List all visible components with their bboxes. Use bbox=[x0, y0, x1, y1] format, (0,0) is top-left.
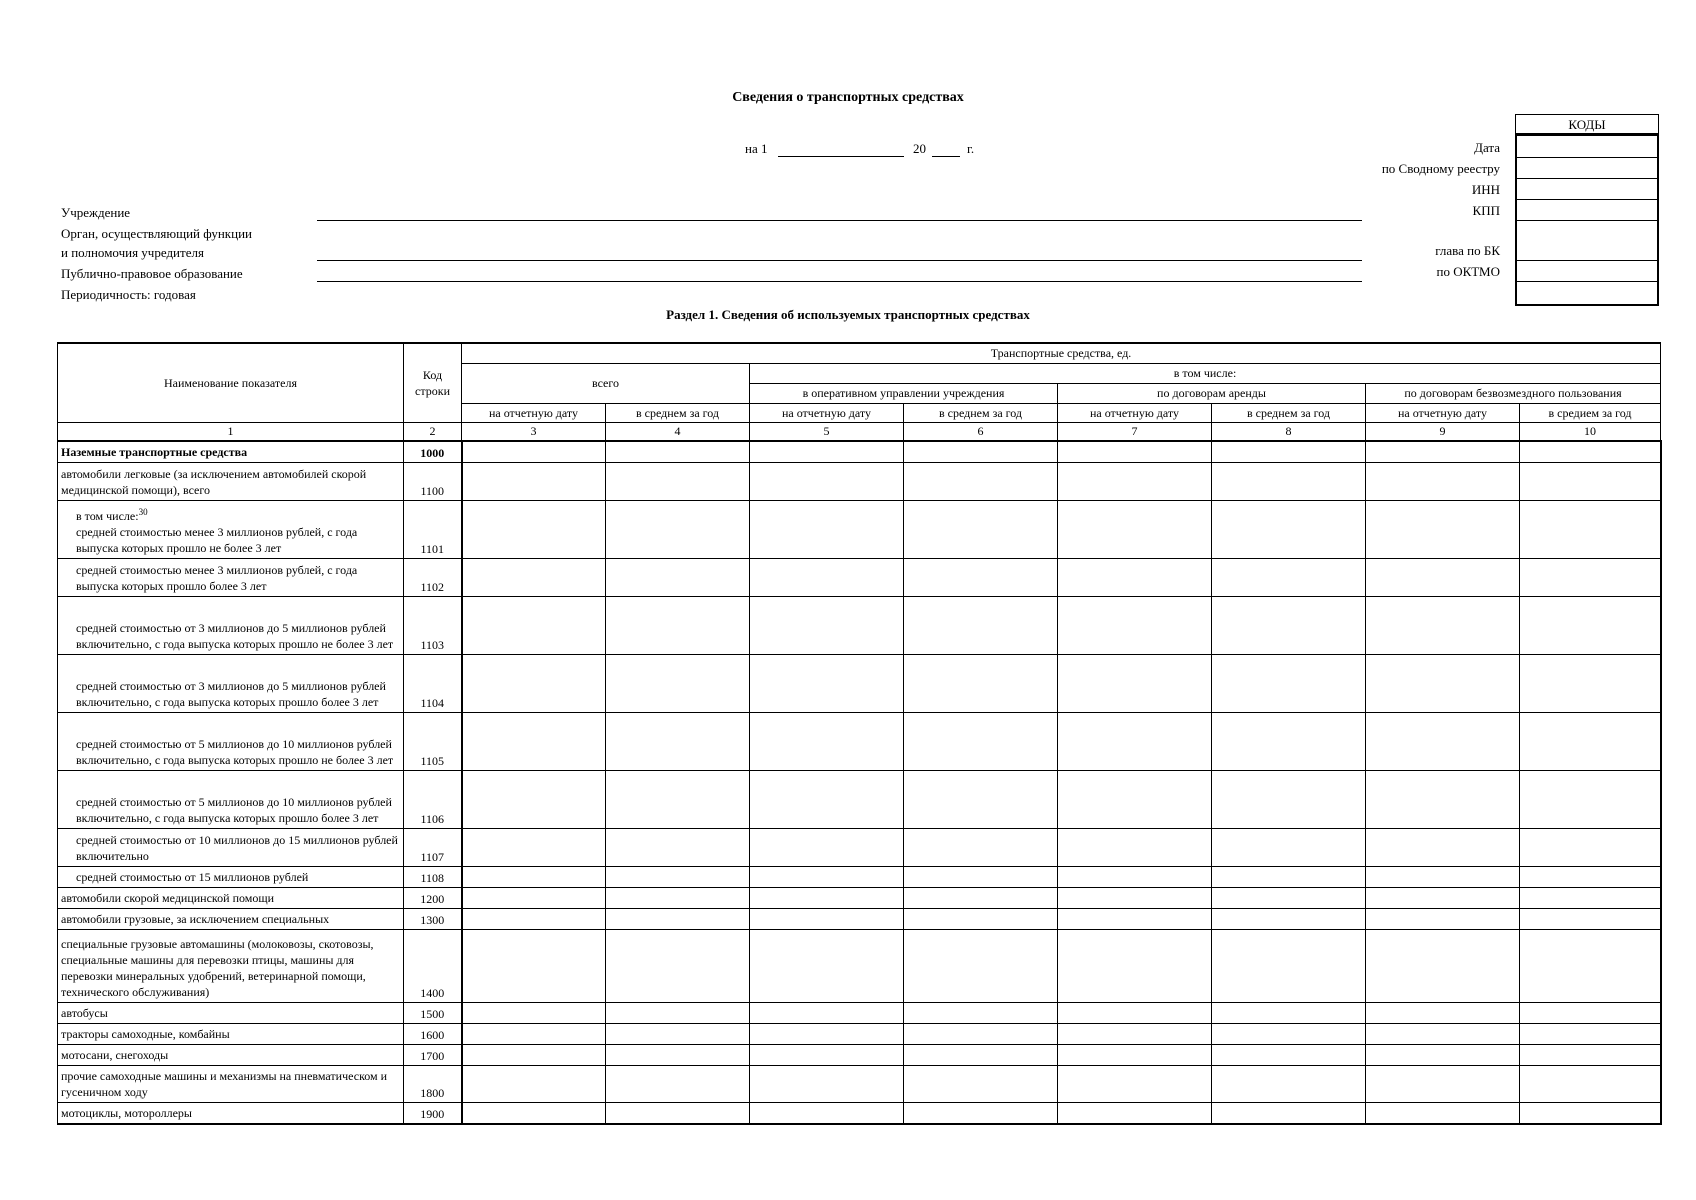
data-cell[interactable] bbox=[1058, 712, 1212, 770]
column-number: 9 bbox=[1366, 422, 1520, 441]
header-indicator-name: Наименование показателя bbox=[58, 343, 404, 422]
table-row bbox=[58, 908, 1661, 929]
row-code: 1108 bbox=[404, 866, 462, 887]
data-cell[interactable] bbox=[1058, 828, 1212, 866]
data-cell[interactable] bbox=[1212, 1002, 1366, 1023]
data-cell[interactable] bbox=[904, 558, 1058, 596]
data-cell[interactable] bbox=[750, 887, 904, 908]
data-cell[interactable] bbox=[904, 1102, 1058, 1124]
data-cell[interactable] bbox=[606, 1044, 750, 1065]
codes-box bbox=[1515, 134, 1659, 306]
table-row bbox=[58, 500, 1661, 558]
code-field-date[interactable] bbox=[1517, 136, 1657, 158]
data-cell[interactable] bbox=[1058, 908, 1212, 929]
data-cell[interactable] bbox=[606, 1002, 750, 1023]
data-cell[interactable] bbox=[1520, 462, 1661, 500]
data-cell[interactable] bbox=[1366, 1102, 1520, 1124]
header-gratuitous: по договорам безвозмездного пользования bbox=[1366, 383, 1661, 403]
code-field-registry[interactable] bbox=[1517, 157, 1657, 179]
transport-table bbox=[57, 342, 1662, 1125]
data-cell[interactable] bbox=[606, 908, 750, 929]
including-label bbox=[76, 508, 400, 524]
data-cell[interactable] bbox=[1058, 866, 1212, 887]
table-row bbox=[58, 441, 1661, 463]
data-cell[interactable] bbox=[462, 866, 606, 887]
row-code: 1800 bbox=[404, 1065, 462, 1102]
indicator-name bbox=[58, 596, 404, 654]
code-field-kpp[interactable] bbox=[1517, 199, 1657, 221]
table-row bbox=[58, 558, 1661, 596]
founder-label-line2: и полномочия учредителя bbox=[61, 245, 204, 260]
data-cell[interactable] bbox=[606, 828, 750, 866]
column-number: 7 bbox=[1058, 422, 1212, 441]
indicator-name bbox=[58, 929, 404, 1002]
header-lease-at-date: на отчетную дату bbox=[1058, 403, 1212, 422]
data-cell[interactable] bbox=[750, 929, 904, 1002]
table-row bbox=[58, 887, 1661, 908]
row-code: 1102 bbox=[404, 558, 462, 596]
including-text: в том числе: bbox=[76, 508, 139, 523]
table-row bbox=[58, 828, 1661, 866]
code-label-oktmo: по ОКТМО bbox=[1436, 264, 1500, 279]
data-cell[interactable] bbox=[750, 441, 904, 463]
indicator-text: средней стоимостью от 10 миллионов до 15 миллионов рублей включительно bbox=[76, 832, 398, 863]
row-code: 1101 bbox=[404, 500, 462, 558]
code-label-kpp: КПП bbox=[1472, 203, 1500, 218]
data-cell[interactable] bbox=[1212, 828, 1366, 866]
data-cell[interactable] bbox=[904, 1044, 1058, 1065]
data-cell[interactable] bbox=[1520, 1044, 1661, 1065]
data-cell[interactable] bbox=[1366, 558, 1520, 596]
data-cell[interactable] bbox=[1366, 441, 1520, 463]
indicator-text: мотосани, снегоходы bbox=[61, 1047, 169, 1062]
data-cell[interactable] bbox=[1520, 441, 1661, 463]
table-row bbox=[58, 596, 1661, 654]
data-cell[interactable] bbox=[1520, 1002, 1661, 1023]
data-cell[interactable] bbox=[1366, 1023, 1520, 1044]
data-cell[interactable] bbox=[606, 929, 750, 1002]
data-cell[interactable] bbox=[462, 1044, 606, 1065]
data-cell[interactable] bbox=[750, 462, 904, 500]
table-row bbox=[58, 770, 1661, 828]
data-cell[interactable] bbox=[606, 500, 750, 558]
data-cell[interactable] bbox=[1520, 1023, 1661, 1044]
data-cell[interactable] bbox=[904, 929, 1058, 1002]
table-row bbox=[58, 1065, 1661, 1102]
data-cell[interactable] bbox=[1366, 770, 1520, 828]
table-row bbox=[58, 929, 1661, 1002]
header-total-at-date: на отчетную дату bbox=[462, 403, 606, 422]
data-cell[interactable] bbox=[1212, 596, 1366, 654]
data-cell[interactable] bbox=[1366, 1044, 1520, 1065]
data-cell[interactable] bbox=[904, 654, 1058, 712]
founder-label-line1: Орган, осуществляющий функции bbox=[61, 226, 252, 241]
header-total-avg-year: в среднем за год bbox=[606, 403, 750, 422]
data-cell[interactable] bbox=[904, 441, 1058, 463]
public-entity-field[interactable] bbox=[317, 281, 1362, 282]
data-cell[interactable] bbox=[1366, 887, 1520, 908]
data-cell[interactable] bbox=[1212, 1102, 1366, 1124]
data-cell[interactable] bbox=[1520, 712, 1661, 770]
date-prefix: на 1 bbox=[745, 141, 768, 156]
data-cell[interactable] bbox=[606, 1065, 750, 1102]
data-cell[interactable] bbox=[750, 908, 904, 929]
data-cell[interactable] bbox=[462, 887, 606, 908]
data-cell[interactable] bbox=[1366, 462, 1520, 500]
data-cell[interactable] bbox=[750, 596, 904, 654]
data-cell[interactable] bbox=[1212, 441, 1366, 463]
row-code: 1600 bbox=[404, 1023, 462, 1044]
footnote-marker: 30 bbox=[138, 506, 148, 517]
header-operational-at-date: на отчетную дату bbox=[750, 403, 904, 422]
indicator-name bbox=[58, 441, 404, 463]
data-cell[interactable] bbox=[1520, 866, 1661, 887]
data-cell[interactable] bbox=[462, 1023, 606, 1044]
data-cell[interactable] bbox=[462, 1102, 606, 1124]
indicator-name bbox=[58, 1023, 404, 1044]
indicator-name bbox=[58, 908, 404, 929]
data-cell[interactable] bbox=[904, 887, 1058, 908]
data-cell[interactable] bbox=[1058, 1023, 1212, 1044]
periodicity-label: Периодичность: годовая bbox=[61, 287, 196, 302]
public-entity-label: Публично-правовое образование bbox=[61, 266, 243, 281]
data-cell[interactable] bbox=[1212, 770, 1366, 828]
data-cell[interactable] bbox=[1366, 500, 1520, 558]
indicator-text: прочие самоходные машины и механизмы на пневматическом и гусеничном ходу bbox=[61, 1068, 388, 1099]
table-row bbox=[58, 1002, 1661, 1023]
data-cell[interactable] bbox=[462, 1065, 606, 1102]
indicator-name bbox=[58, 712, 404, 770]
data-cell[interactable] bbox=[1212, 908, 1366, 929]
institution-label: Учреждение bbox=[61, 205, 131, 220]
row-code: 1104 bbox=[404, 654, 462, 712]
row-code: 1100 bbox=[404, 462, 462, 500]
data-cell[interactable] bbox=[750, 770, 904, 828]
data-cell[interactable] bbox=[462, 558, 606, 596]
data-cell[interactable] bbox=[750, 1102, 904, 1124]
data-cell[interactable] bbox=[904, 1065, 1058, 1102]
data-cell[interactable] bbox=[1366, 929, 1520, 1002]
data-cell[interactable] bbox=[1212, 1065, 1366, 1102]
indicator-name bbox=[58, 887, 404, 908]
data-cell[interactable] bbox=[1212, 500, 1366, 558]
row-code: 1105 bbox=[404, 712, 462, 770]
data-cell[interactable] bbox=[1520, 908, 1661, 929]
code-label-date: Дата bbox=[1474, 140, 1500, 155]
data-cell[interactable] bbox=[750, 866, 904, 887]
data-cell[interactable] bbox=[462, 929, 606, 1002]
data-cell[interactable] bbox=[1212, 1023, 1366, 1044]
date-year-field[interactable] bbox=[932, 142, 960, 157]
header-operational-avg-year: в среднем за год bbox=[904, 403, 1058, 422]
data-cell[interactable] bbox=[750, 1065, 904, 1102]
header-lease: по договорам аренды bbox=[1058, 383, 1366, 403]
data-cell[interactable] bbox=[1212, 654, 1366, 712]
data-cell[interactable] bbox=[750, 1002, 904, 1023]
code-label-bk-chapter: глава по БК bbox=[1435, 243, 1500, 258]
data-cell[interactable] bbox=[1366, 908, 1520, 929]
indicator-name bbox=[58, 462, 404, 500]
data-cell[interactable] bbox=[1520, 654, 1661, 712]
code-field-oktmo[interactable] bbox=[1517, 260, 1657, 282]
indicator-name bbox=[58, 500, 404, 558]
data-cell[interactable] bbox=[904, 1023, 1058, 1044]
data-cell[interactable] bbox=[1058, 441, 1212, 463]
data-cell[interactable] bbox=[1366, 654, 1520, 712]
table-row bbox=[58, 712, 1661, 770]
data-cell[interactable] bbox=[1212, 712, 1366, 770]
indicator-name bbox=[58, 828, 404, 866]
data-cell[interactable] bbox=[1058, 1102, 1212, 1124]
row-code: 1900 bbox=[404, 1102, 462, 1124]
header-gratuitous-at-date: на отчетную дату bbox=[1366, 403, 1520, 422]
data-cell[interactable] bbox=[1366, 1065, 1520, 1102]
year-suffix: г. bbox=[967, 141, 975, 156]
data-cell[interactable] bbox=[904, 500, 1058, 558]
column-number: 6 bbox=[904, 422, 1058, 441]
institution-field[interactable] bbox=[317, 220, 1362, 221]
indicator-text: средней стоимостью менее 3 миллионов рублей, с года выпуска которых прошло не более 3 лет bbox=[76, 524, 358, 555]
data-cell[interactable] bbox=[606, 887, 750, 908]
code-label-inn: ИНН bbox=[1471, 182, 1500, 197]
table-row bbox=[58, 1044, 1661, 1065]
data-cell[interactable] bbox=[1058, 929, 1212, 1002]
data-cell[interactable] bbox=[904, 712, 1058, 770]
data-cell[interactable] bbox=[1212, 887, 1366, 908]
data-cell[interactable] bbox=[1058, 558, 1212, 596]
data-cell[interactable] bbox=[904, 908, 1058, 929]
data-cell[interactable] bbox=[1520, 770, 1661, 828]
data-cell[interactable] bbox=[1058, 887, 1212, 908]
data-cell[interactable] bbox=[606, 441, 750, 463]
indicator-text: автомобили скорой медицинской помощи bbox=[61, 890, 275, 905]
table-row bbox=[58, 1023, 1661, 1044]
indicator-name bbox=[58, 558, 404, 596]
data-cell[interactable] bbox=[1058, 1065, 1212, 1102]
header-including: в том числе: bbox=[750, 363, 1661, 383]
data-cell[interactable] bbox=[1520, 558, 1661, 596]
indicator-text: средней стоимостью от 5 миллионов до 10 миллионов рублей включительно, с года выпуска которых прошло более 3 лет bbox=[76, 794, 392, 825]
data-cell[interactable] bbox=[1520, 500, 1661, 558]
indicator-text: тракторы самоходные, комбайны bbox=[61, 1026, 230, 1041]
data-cell[interactable] bbox=[1520, 1065, 1661, 1102]
row-code: 1200 bbox=[404, 887, 462, 908]
indicator-name bbox=[58, 1065, 404, 1102]
table-row bbox=[58, 654, 1661, 712]
data-cell[interactable] bbox=[904, 828, 1058, 866]
data-cell[interactable] bbox=[462, 596, 606, 654]
row-code: 1300 bbox=[404, 908, 462, 929]
section-title: Раздел 1. Сведения об используемых транспортных средствах bbox=[666, 307, 1030, 322]
indicator-text: средней стоимостью от 3 миллионов до 5 миллионов рублей включительно, с года выпуска которых прошло не более 3 лет bbox=[76, 620, 394, 651]
table-row bbox=[58, 462, 1661, 500]
data-cell[interactable] bbox=[750, 1044, 904, 1065]
header-operational: в оперативном управлении учреждения bbox=[750, 383, 1058, 403]
data-cell[interactable] bbox=[750, 712, 904, 770]
data-cell[interactable] bbox=[1366, 596, 1520, 654]
code-field-periodicity[interactable] bbox=[1517, 281, 1657, 302]
indicator-name bbox=[58, 866, 404, 887]
data-cell[interactable] bbox=[1520, 887, 1661, 908]
indicator-text: автомобили легковые (за исключением автомобилей скорой медицинской помощи), всего bbox=[61, 466, 367, 497]
data-cell[interactable] bbox=[606, 712, 750, 770]
indicator-name bbox=[58, 1044, 404, 1065]
data-cell[interactable] bbox=[750, 558, 904, 596]
row-code: 1106 bbox=[404, 770, 462, 828]
data-cell[interactable] bbox=[1058, 596, 1212, 654]
column-number: 8 bbox=[1212, 422, 1366, 441]
data-cell[interactable] bbox=[750, 654, 904, 712]
indicator-text: средней стоимостью от 5 миллионов до 10 миллионов рублей включительно, с года выпуска которых прошло не более 3 лет bbox=[76, 736, 394, 767]
column-number: 3 bbox=[462, 422, 606, 441]
data-cell[interactable] bbox=[606, 654, 750, 712]
data-cell[interactable] bbox=[462, 654, 606, 712]
data-cell[interactable] bbox=[1212, 1044, 1366, 1065]
data-cell[interactable] bbox=[1058, 1002, 1212, 1023]
data-cell[interactable] bbox=[1058, 500, 1212, 558]
data-cell[interactable] bbox=[904, 866, 1058, 887]
data-cell[interactable] bbox=[904, 1002, 1058, 1023]
header-gratuitous-avg-year: в средием за год bbox=[1520, 403, 1661, 422]
data-cell[interactable] bbox=[1058, 1044, 1212, 1065]
column-number: 4 bbox=[606, 422, 750, 441]
row-code: 1400 bbox=[404, 929, 462, 1002]
indicator-text: средней стоимостью от 15 миллионов рублей bbox=[76, 869, 309, 884]
table-row bbox=[58, 866, 1661, 887]
codes-header: КОДЫ bbox=[1515, 114, 1659, 134]
document-title: Сведения о транспортных средствах bbox=[732, 90, 964, 105]
data-cell[interactable] bbox=[462, 908, 606, 929]
data-cell[interactable] bbox=[1212, 558, 1366, 596]
header-row-code: Код строки bbox=[404, 343, 462, 422]
header-total: всего bbox=[462, 363, 750, 403]
data-cell[interactable] bbox=[606, 558, 750, 596]
data-cell[interactable] bbox=[1366, 866, 1520, 887]
indicator-name bbox=[58, 1002, 404, 1023]
row-code: 1000 bbox=[404, 441, 462, 463]
data-cell[interactable] bbox=[1212, 929, 1366, 1002]
year-prefix: 20 bbox=[913, 141, 926, 156]
column-number: 1 bbox=[58, 422, 404, 441]
indicator-text: мотоциклы, мотороллеры bbox=[61, 1105, 192, 1120]
indicator-text: средней стоимостью от 3 миллионов до 5 миллионов рублей включительно, с года выпуска которых прошло более 3 лет bbox=[76, 678, 386, 709]
founder-field[interactable] bbox=[317, 260, 1362, 261]
code-label-registry: по Сводному реестру bbox=[1381, 161, 1500, 176]
indicator-text: автобусы bbox=[61, 1005, 108, 1020]
header-transport-group: Транспортные средства, ед. bbox=[462, 343, 1661, 363]
indicator-text: Наземные транспортные средства bbox=[61, 444, 248, 459]
data-cell[interactable] bbox=[1212, 462, 1366, 500]
indicator-name bbox=[58, 770, 404, 828]
data-cell[interactable] bbox=[1520, 1102, 1661, 1124]
row-code: 1107 bbox=[404, 828, 462, 866]
data-cell[interactable] bbox=[462, 441, 606, 463]
data-cell[interactable] bbox=[606, 596, 750, 654]
column-number: 2 bbox=[404, 422, 462, 441]
data-cell[interactable] bbox=[462, 828, 606, 866]
table-row bbox=[58, 1102, 1661, 1124]
data-cell[interactable] bbox=[606, 1023, 750, 1044]
data-cell[interactable] bbox=[1520, 828, 1661, 866]
data-cell[interactable] bbox=[1058, 654, 1212, 712]
data-cell[interactable] bbox=[462, 1002, 606, 1023]
column-number: 10 bbox=[1520, 422, 1661, 441]
indicator-name bbox=[58, 1102, 404, 1124]
data-cell[interactable] bbox=[462, 770, 606, 828]
data-cell[interactable] bbox=[462, 712, 606, 770]
data-cell[interactable] bbox=[606, 770, 750, 828]
indicator-text: средней стоимостью менее 3 миллионов рублей, с года выпуска которых прошло более 3 лет bbox=[76, 562, 358, 593]
data-cell[interactable] bbox=[1520, 596, 1661, 654]
data-cell[interactable] bbox=[750, 1023, 904, 1044]
data-cell[interactable] bbox=[1366, 712, 1520, 770]
data-cell[interactable] bbox=[462, 500, 606, 558]
data-cell[interactable] bbox=[1212, 866, 1366, 887]
data-cell[interactable] bbox=[1058, 770, 1212, 828]
data-cell[interactable] bbox=[904, 462, 1058, 500]
row-code: 1500 bbox=[404, 1002, 462, 1023]
row-code: 1700 bbox=[404, 1044, 462, 1065]
indicator-name bbox=[58, 654, 404, 712]
data-cell[interactable] bbox=[750, 500, 904, 558]
code-field-inn[interactable] bbox=[1517, 178, 1657, 200]
row-code: 1103 bbox=[404, 596, 462, 654]
data-cell[interactable] bbox=[904, 596, 1058, 654]
data-cell[interactable] bbox=[606, 866, 750, 887]
data-cell[interactable] bbox=[750, 828, 904, 866]
data-cell[interactable] bbox=[1520, 929, 1661, 1002]
indicator-text: автомобили грузовые, за исключением специальных bbox=[61, 911, 330, 926]
header-lease-avg-year: в среднем за год bbox=[1212, 403, 1366, 422]
date-day-month-field[interactable] bbox=[778, 142, 904, 157]
column-number: 5 bbox=[750, 422, 904, 441]
data-cell[interactable] bbox=[462, 462, 606, 500]
data-cell[interactable] bbox=[904, 770, 1058, 828]
data-cell[interactable] bbox=[1058, 462, 1212, 500]
data-cell[interactable] bbox=[1366, 828, 1520, 866]
data-cell[interactable] bbox=[606, 462, 750, 500]
data-cell[interactable] bbox=[606, 1102, 750, 1124]
code-field-bk-chapter[interactable] bbox=[1517, 220, 1657, 261]
indicator-text: специальные грузовые автомашины (молоковозы, скотовозы, специальные машины для перевозки птицы, машины для перевозки минеральных удобрений, ветеринарной помощи, технического обслуживания) bbox=[61, 936, 374, 999]
data-cell[interactable] bbox=[1366, 1002, 1520, 1023]
